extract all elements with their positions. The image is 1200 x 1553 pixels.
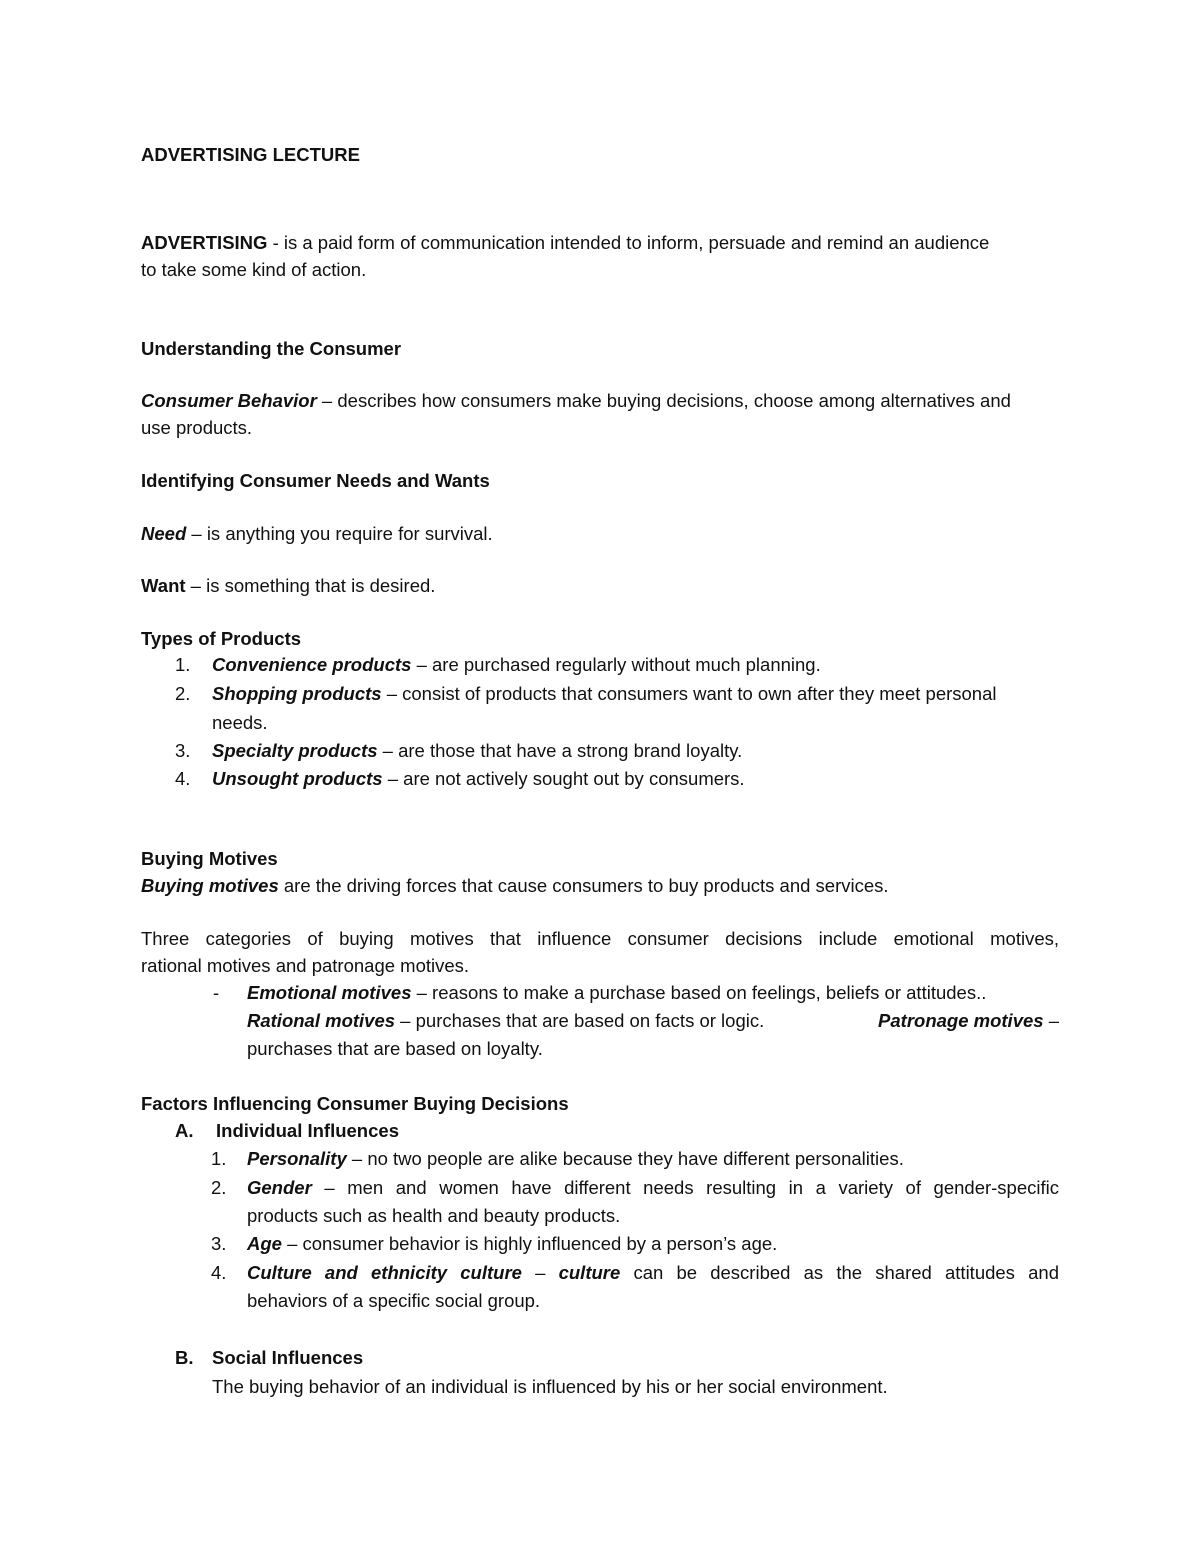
- product-text: – are not actively sought out by consumers.: [382, 768, 745, 789]
- product-text: – consist of products that consumers want to own after they meet personal: [381, 683, 997, 704]
- subsection-heading-individual: Individual Influences: [216, 1120, 399, 1141]
- list-item-continuation: needs.: [212, 712, 268, 733]
- product-text: – are those that have a strong brand loyalty.: [377, 740, 743, 761]
- rational-motives-term: Rational motives: [247, 1010, 396, 1031]
- buying-motives-text: are the driving forces that cause consumers to buy products and services.: [278, 875, 889, 896]
- list-number: 3.: [211, 1233, 227, 1254]
- patronage-motives-term: Patronage motives: [878, 1010, 1044, 1031]
- want-definition: [141, 575, 1059, 597]
- patronage-motives-item: [878, 1010, 1059, 1032]
- section-heading-factors: Factors Influencing Consumer Buying Decisions: [141, 1093, 569, 1114]
- buying-motives-term: Buying motives: [141, 875, 279, 896]
- emotional-motives-item: [247, 982, 1059, 1004]
- consumer-behavior-text: – describes how consumers make buying decisions, choose among alternatives and: [316, 390, 1011, 411]
- rational-motives-item: [247, 1010, 764, 1032]
- consumer-behavior-term: Consumer Behavior: [141, 390, 317, 411]
- list-item: [247, 1148, 1059, 1170]
- want-term: Want: [141, 575, 186, 596]
- influence-term: Gender: [247, 1177, 312, 1198]
- advertising-definition-line1: [141, 232, 1059, 254]
- influence-separator: –: [521, 1262, 559, 1283]
- emotional-motives-text: – reasons to make a purchase based on feelings, beliefs or attitudes..: [411, 982, 987, 1003]
- section-heading-motives: Buying Motives: [141, 848, 278, 869]
- rational-patronage-line: [247, 1010, 1059, 1032]
- section-heading-products: Types of Products: [141, 628, 302, 649]
- want-text: – is something that is desired.: [185, 575, 436, 596]
- influence-term-secondary: culture: [558, 1262, 621, 1283]
- list-item: [247, 1262, 1059, 1284]
- buying-motives-definition: [141, 875, 1059, 897]
- advertising-definition-line2: to take some kind of action.: [141, 259, 367, 280]
- influence-text: – consumer behavior is highly influenced by a person’s age.: [281, 1233, 778, 1254]
- list-item: [212, 683, 1059, 705]
- influence-text: – no two people are alike because they have different personalities.: [346, 1148, 904, 1169]
- list-item: [212, 768, 1059, 790]
- list-number: 2.: [175, 683, 191, 704]
- section-heading-needs-wants: Identifying Consumer Needs and Wants: [141, 470, 490, 491]
- list-number: 4.: [175, 768, 191, 789]
- subsection-heading-social: Social Influences: [212, 1347, 364, 1368]
- emotional-motives-term: Emotional motives: [247, 982, 412, 1003]
- page-title: ADVERTISING LECTURE: [141, 144, 360, 165]
- product-term: Shopping products: [212, 683, 382, 704]
- need-term: Need: [141, 523, 187, 544]
- product-term: Convenience products: [212, 654, 412, 675]
- bullet-dash: -: [213, 982, 220, 1003]
- motives-paragraph-line1: Three categories of buying motives that influence consumer decisions include emotional motives,: [141, 928, 1059, 949]
- patronage-motives-dash: –: [1043, 1010, 1059, 1031]
- social-influences-text: The buying behavior of an individual is influenced by his or her social environment.: [212, 1376, 888, 1397]
- need-text: – is anything you require for survival.: [186, 523, 493, 544]
- section-heading-understanding: Understanding the Consumer: [141, 338, 402, 359]
- definition-term: ADVERTISING: [141, 232, 268, 253]
- influence-term: Age: [247, 1233, 282, 1254]
- product-term: Specialty products: [212, 740, 378, 761]
- list-item: [212, 740, 1059, 762]
- influence-term: Culture and ethnicity culture: [247, 1262, 522, 1283]
- list-number: 3.: [175, 740, 191, 761]
- list-item-continuation: behaviors of a specific social group.: [247, 1290, 541, 1311]
- list-number: 4.: [211, 1262, 227, 1283]
- influence-term: Personality: [247, 1148, 347, 1169]
- rational-motives-text: – purchases that are based on facts or logic.: [395, 1010, 765, 1031]
- motives-paragraph-line2: rational motives and patronage motives.: [141, 955, 470, 976]
- influence-text: can be described as the shared attitudes and: [620, 1262, 1059, 1283]
- list-item: [212, 654, 1059, 676]
- list-item-continuation: products such as health and beauty products.: [247, 1205, 621, 1226]
- list-number: 1.: [175, 654, 191, 675]
- list-number: 2.: [211, 1177, 227, 1198]
- list-item: [247, 1233, 1059, 1255]
- consumer-behavior-line2: use products.: [141, 417, 253, 438]
- patronage-motives-text: purchases that are based on loyalty.: [247, 1038, 543, 1059]
- need-definition: [141, 523, 1059, 545]
- list-number: 1.: [211, 1148, 227, 1169]
- consumer-behavior-line1: [141, 390, 1059, 412]
- definition-text: - is a paid form of communication intended to inform, persuade and remind an audience: [267, 232, 990, 253]
- subsection-letter-b: B.: [175, 1347, 194, 1368]
- list-item: [247, 1177, 1059, 1199]
- product-text: – are purchased regularly without much planning.: [411, 654, 821, 675]
- subsection-letter-a: A.: [175, 1120, 194, 1141]
- influence-text: – men and women have different needs resulting in a variety of gender-specific: [311, 1177, 1059, 1198]
- product-term: Unsought products: [212, 768, 383, 789]
